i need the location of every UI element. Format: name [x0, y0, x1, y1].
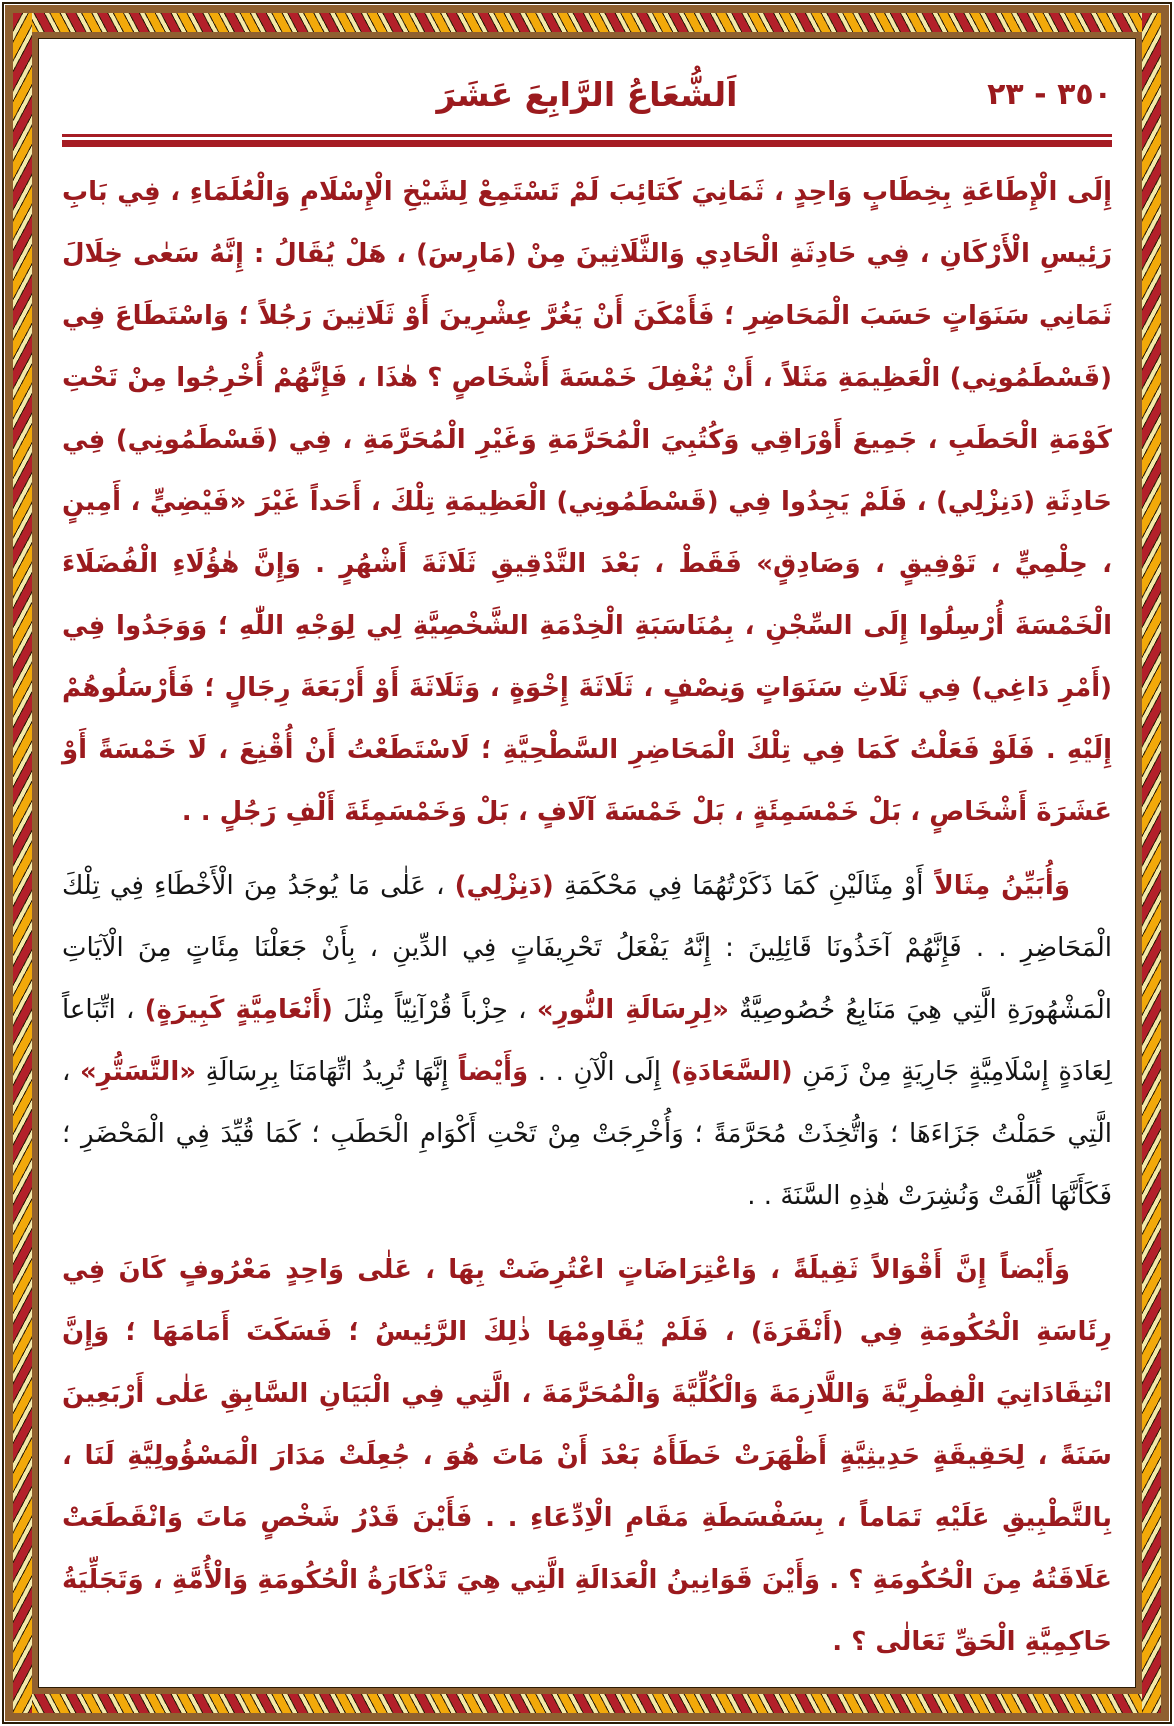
text-run: وَأَيْضاً إِنَّ أَقْوَالاً ثَقِيلَةً ، وَاعْتِرَاضَاتٍ اعْتُرِضَتْ بِهَا ، عَلٰى وَاحِدٍ مَعْرُوفٍ كَانَ فِي رِئَاسَةِ الْحُكُومَةِ فِي (أَنْقَرَةَ) ، فَلَمْ يُقَاوِمْهَا ذٰلِكَ الرَّئِيسُ ؛ فَسَكَتَ أَمَامَهَا ؛ وَإِنَّ انْتِقَادَاتِيَ الْفِطْرِيَّةَ وَاللَّازِمَةَ وَالْكُلِّيَّةَ وَالْمُحَرَّمَةَ ، الَّتِي فِي الْبَيَانِ السَّابِقِ عَلٰى أَرْبَعِينَ سَنَةً ، لِحَقِيقَةٍ حَدِيثِيَّةٍ أَظْهَرَتْ خَطَأَهُ بَعْدَ أَنْ مَاتَ هُوَ ، جُعِلَتْ مَدَارَ الْمَسْؤُولِيَّةِ لَنَا ، بِالتَّطْبِيقِ عَلَيْهِ تَمَاماً ، بِسَفْسَطَةِ مَقَامِ الْاِدِّعَاءِ . . فَأَيْنَ قَدْرُ شَخْصٍ مَاتَ وَانْقَطَعَتْ عَلَاقَتُهُ مِنَ الْحُكُومَةِ ؟ . وَأَيْنَ قَوَانِينُ الْعَدَالَةِ الَّتِي هِيَ تَذْكَارَةُ الْحُكُومَةِ وَالْأُمَّةِ ، وَتَجَلِّيَةُ حَاكِمِيَّةِ الْحَقِّ تَعَالٰى ؟ . — [62, 1255, 1112, 1657]
text-run: ، الَّتِي حَمَلْتُ جَزَاءَهَا ؛ وَاتُّخِذَتْ مُحَرَّمَةً ؛ وَأُخْرِجَتْ مِنْ تَحْتِ أَكْوَامِ الْحَطَبِ ؛ كَمَا قُيِّدَ فِي الْمَحْضَرِ ؛ فَكَأَنَّهَا أُلِّفَتْ وَنُشِرَتْ هٰذِهِ السَّنَةَ . . — [62, 1057, 1112, 1211]
text-run: «التَّسَتُّرِ» — [79, 1057, 197, 1087]
text-run: «لِرِسَالَةِ النُّورِ» — [536, 995, 729, 1025]
text-run: (السَّعَادَةِ) — [670, 1057, 793, 1087]
text-run: ، عَلٰى مَا يُوجَدُ مِنَ الْأَخْطَاءِ فِي تِلْكَ الْمَحَاضِرِ . . فَإِنَّهُمْ آخَذُونَا قَائِلِينَ : إِنَّهُ يَفْعَلُ تَحْرِيفَاتٍ فِي الدِّينِ ، بِأَنْ جَعَلْنَا مِئَاتٍ مِنَ الْآيَاتِ الْمَشْهُورَةِ الَّتِي هِيَ مَنَابِعُ خُصُوصِيَّةٌ — [62, 871, 1113, 1025]
paragraph — [62, 1239, 1112, 1673]
page-header — [62, 62, 1112, 128]
ornamental-border-left — [13, 13, 32, 1713]
ornamental-border-bottom — [13, 1694, 1161, 1713]
document-body — [62, 161, 1112, 1673]
text-run: (أَنْعَامِيَّةٍ كَبِيرَةٍ) — [144, 995, 333, 1025]
text-run: ، اتِّبَاعاً لِعَادَةٍ إِسْلَامِيَّةٍ جَارِيَةٍ مِنْ زَمَنِ — [62, 995, 1112, 1087]
page-number: ٣٥٠ - ٢٣ — [987, 77, 1112, 112]
text-run: إِلَى الْإِطَاعَةِ بِخِطَابٍ وَاحِدٍ ، ثَمَانِيَ كَتَائِبَ لَمْ تَسْتَمِعْ لِشَيْخِ الْإِسْلَامِ وَالْعُلَمَاءِ ، فِي بَابِ رَئِيسِ الْأَرْكَانِ ، فِي حَادِثَةِ الْحَادِي وَالثَّلَاثِينَ مِنْ (مَارِسَ) ، هَلْ يُقَالُ : إِنَّهُ سَعٰى خِلَالَ ثَمَانِي سَنَوَاتٍ حَسَبَ الْمَحَاضِرِ ؛ فَأَمْكَنَ أَنْ يَغُرَّ عِشْرِينَ أَوْ ثَلَاثِينَ رَجُلاً ؛ وَاسْتَطَاعَ فِي (قَسْطَمُونِي) الْعَظِيمَةِ مَثَلاً ، أَنْ يُغْفِلَ خَمْسَةَ أَشْخَاصٍ ؟ هٰذَا ، فَإِنَّهُمْ أُخْرِجُوا مِنْ تَحْتِ كَوْمَةِ الْحَطَبِ ، جَمِيعَ أَوْرَاقِي وَكُتُبِيَ الْمُحَرَّمَةِ وَغَيْرِ الْمُحَرَّمَةِ ، فِي (قَسْطَمُونِي) فِي حَادِثَةِ (دَنِزْلِي) ، فَلَمْ يَجِدُوا فِي (قَسْطَمُونِي) الْعَظِيمَةِ تِلْكَ ، أَحَداً غَيْرَ «فَيْضِيٍّ ، أَمِينٍ ، حِلْمِيٍّ ، تَوْفِيقٍ ، وَصَادِقٍ» فَقَطْ ، بَعْدَ التَّدْقِيقِ ثَلَاثَةَ أَشْهُرٍ . وَإِنَّ هٰؤُلَاءِ الْفُضَلَاءَ الْخَمْسَةَ أُرْسِلُوا إِلَى السِّجْنِ ، بِمُنَاسَبَةِ الْخِدْمَةِ الشَّخْصِيَّةِ لِي لِوَجْهِ اللّٰهِ ؛ وَوَجَدُوا فِي (أَمْرِ دَاغِي) فِي ثَلَاثِ سَنَوَاتٍ وَنِصْفٍ ، ثَلَاثَةَ إِخْوَةٍ ، وَثَلَاثَةَ أَوْ أَرْبَعَةَ رِجَالٍ ؛ فَأَرْسَلُوهُمْ إِلَيْهِ . فَلَوْ فَعَلْتُ كَمَا فِي تِلْكَ الْمَحَاضِرِ السَّطْحِيَّةِ ؛ لَاسْتَطَعْتُ أَنْ أُقْنِعَ ، لَا خَمْسَةً أَوْ عَشَرَةَ أَشْخَاصٍ ، بَلْ خَمْسَمِئَةٍ ، بَلْ خَمْسَةَ آلَافٍ ، بَلْ وَخَمْسَمِئَةَ أَلْفِ رَجُلٍ . . — [62, 177, 1112, 827]
header-double-rule — [62, 134, 1112, 147]
ornamental-border-right — [1142, 13, 1161, 1713]
text-run: ، حِزْباً قُرْآنِيّاً مِثْلَ — [332, 995, 537, 1025]
text-run: (دَنِزْلِي) — [454, 871, 554, 901]
paragraph — [62, 855, 1112, 1227]
page-title: اَلشُّعَاعُ الرَّابِعَ عَشَرَ — [436, 75, 738, 114]
paragraph — [62, 161, 1112, 843]
text-run: وَأَيْضاً — [458, 1057, 529, 1087]
ornamental-border-top — [13, 13, 1161, 32]
rule-thick — [62, 140, 1112, 147]
text-run: إِلَى الْآنِ . . — [528, 1057, 671, 1087]
page-content — [62, 40, 1112, 1686]
rule-thin — [62, 134, 1112, 137]
text-run: أَوْ مِثَالَيْنِ كَمَا ذَكَرْتُهُمَا فِي مَحْكَمَةِ — [553, 871, 924, 901]
text-run: إِنَّهَا تُرِيدُ اتِّهَامَنَا بِرِسَالَةِ — [196, 1057, 458, 1087]
text-run: وَأُبَيِّنُ مِثَالاً — [923, 871, 1070, 901]
